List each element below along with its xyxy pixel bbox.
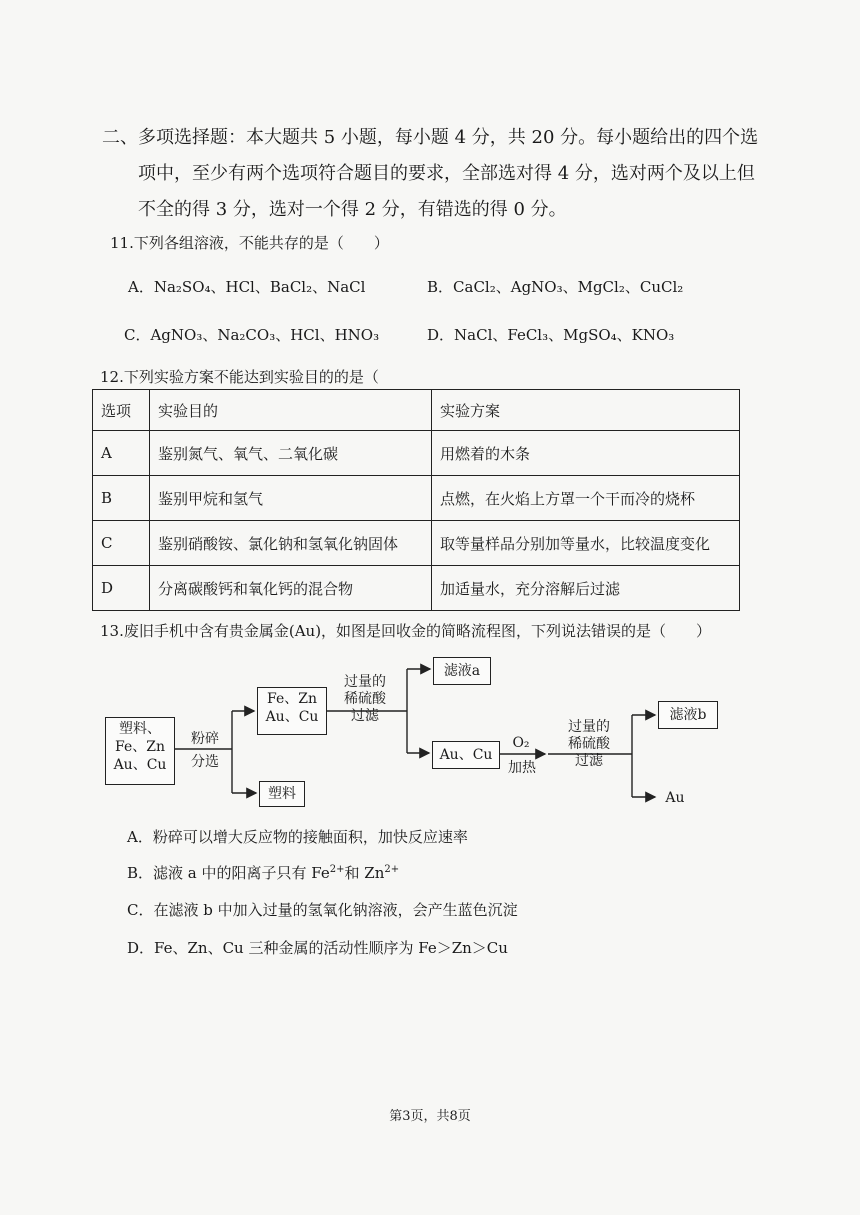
row-label: D (93, 566, 150, 611)
row-purpose: 鉴别甲烷和氢气 (150, 476, 432, 521)
flow-step3-label (558, 719, 620, 770)
q11-option-d: D．NaCl、FeCl₃、MgSO₄、KNO₃ (427, 326, 675, 344)
section-line-1: 二、多项选择题：本大题共 5 小题，每小题 4 分，共 20 分。每小题给出的四个选 (102, 127, 759, 148)
q11-option-b: B．CaCl₂、AgNO₃、MgCl₂、CuCl₂ (427, 278, 684, 296)
row-plan: 用燃着的木条 (432, 431, 740, 476)
option-b-charge-1: 2+ (329, 864, 345, 875)
flow-metals-box (257, 687, 327, 735)
flow-au-label: Au (665, 790, 685, 806)
q12-table (92, 389, 740, 611)
flow-start-box (105, 717, 175, 785)
section-heading (102, 120, 782, 228)
option-b-charge-2: 2+ (384, 864, 400, 875)
flow-filtrate-a-box: 滤液a (433, 657, 491, 685)
step3-line-2: 稀硫酸 (568, 736, 610, 752)
flow-plastic-box: 塑料 (259, 781, 305, 807)
flow-heat-label: 加热 (508, 760, 536, 776)
table-header-row (93, 390, 740, 431)
table-row (93, 566, 740, 611)
q12-stem: 12.下列实验方案不能达到实验目的的是（ (100, 368, 379, 386)
flow-filtrate-b-box: 滤液b (658, 701, 718, 729)
row-purpose: 鉴别氮气、氧气、二氧化碳 (150, 431, 432, 476)
section-line-2: 项中，至少有两个选项符合题目的要求，全部选对得 4 分，选对两个及以上但 (138, 163, 755, 184)
header-option: 选项 (93, 390, 150, 431)
table-row (93, 476, 740, 521)
option-b-mid: 和 Zn (344, 864, 385, 882)
flow-au-cu-box: Au、Cu (432, 741, 500, 769)
start-line-3: Au、Cu (113, 757, 167, 773)
row-plan: 点燃，在火焰上方罩一个干而冷的烧杯 (432, 476, 740, 521)
step1-line-2: 分选 (191, 754, 219, 770)
flow-o2-label: O₂ (512, 735, 530, 751)
q13-option-c: C．在滤液 b 中加入过量的氢氧化钠溶液，会产生蓝色沉淀 (127, 901, 518, 919)
step3-line-3: 过滤 (575, 753, 603, 769)
section-line-3: 不全的得 3 分，选对一个得 2 分，有错选的得 0 分。 (138, 199, 567, 220)
header-purpose: 实验目的 (150, 390, 432, 431)
flow-step2-label (334, 674, 396, 725)
step3-line-1: 过量的 (568, 719, 610, 735)
page-footer: 第3页，共8页 (389, 1109, 471, 1124)
row-plan: 加适量水，充分溶解后过滤 (432, 566, 740, 611)
metals-line-2: Au、Cu (265, 709, 319, 725)
q11-stem: 11.下列各组溶液，不能共存的是（ ） (110, 234, 389, 252)
row-label: A (93, 431, 150, 476)
row-label: C (93, 521, 150, 566)
flow-step1-label (180, 731, 230, 771)
row-label: B (93, 476, 150, 521)
option-b-text: B．滤液 a 中的阳离子只有 Fe (127, 864, 330, 882)
metals-line-1: Fe、Zn (267, 691, 317, 707)
q13-stem: 13.废旧手机中含有贵金属金(Au)，如图是回收金的简略流程图，下列说法错误的是（ ） (100, 622, 712, 640)
table-row (93, 521, 740, 566)
row-purpose: 分离碳酸钙和氧化钙的混合物 (150, 566, 432, 611)
step1-line-1: 粉碎 (191, 731, 219, 747)
step2-line-2: 稀硫酸 (344, 691, 386, 707)
step2-line-1: 过量的 (344, 674, 386, 690)
row-purpose: 鉴别硝酸铵、氯化钠和氢氧化钠固体 (150, 521, 432, 566)
q11-option-c: C．AgNO₃、Na₂CO₃、HCl、HNO₃ (124, 326, 380, 344)
q11-option-a: A．Na₂SO₄、HCl、BaCl₂、NaCl (128, 278, 366, 296)
table-row (93, 431, 740, 476)
q13-option-a: A．粉碎可以增大反应物的接触面积，加快反应速率 (127, 828, 468, 846)
step2-line-3: 过滤 (351, 708, 379, 724)
q13-option-d: D．Fe、Zn、Cu 三种金属的活动性顺序为 Fe＞Zn＞Cu (127, 939, 508, 957)
start-line-2: Fe、Zn (115, 739, 165, 755)
start-line-1: 塑料、 (119, 721, 161, 737)
q13-option-b (127, 862, 399, 883)
row-plan: 取等量样品分别加等量水，比较温度变化 (432, 521, 740, 566)
header-plan: 实验方案 (432, 390, 740, 431)
